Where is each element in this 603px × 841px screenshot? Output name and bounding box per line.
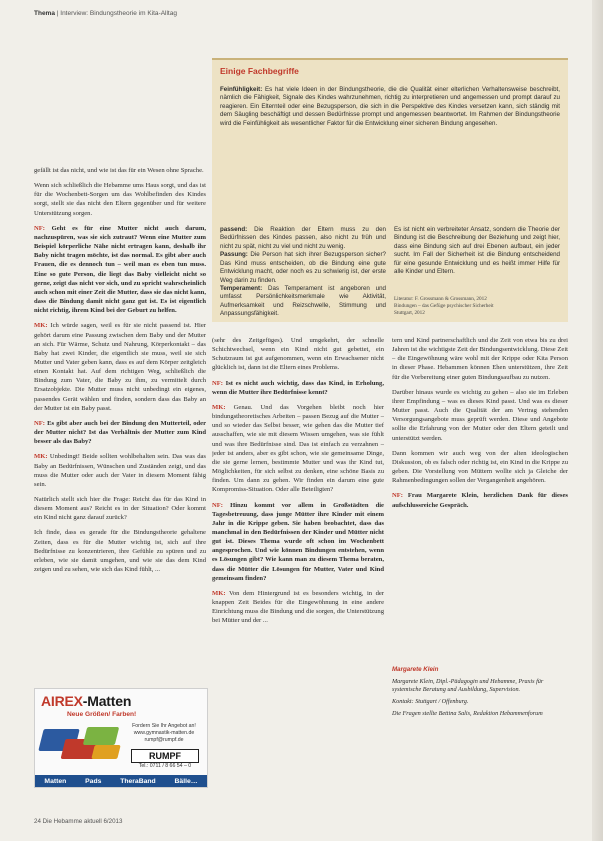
glossary-box xyxy=(212,58,568,322)
paragraph: Wenn sich schließlich die Hebamme ums Haus sorgt, und das ist für die Wochenbett-Sorgen um das Wohlbefinden des Kindes sorgt, stellt sie das nicht den Eltern gegenüber und für weitere Unterstützung sorgen. xyxy=(34,182,206,217)
mat-shape xyxy=(91,745,120,759)
paragraph xyxy=(34,224,206,316)
glossary-full-text xyxy=(220,86,560,128)
glossary-entry xyxy=(220,226,386,251)
glossary-source xyxy=(394,296,560,317)
ad-contact[interactable]: Fordern Sie Ihr Angebot an! www.gymnastik-matten.de rumpf@rumpf.de xyxy=(132,723,196,744)
glossary-text: Die Person hat sich ihrer Bezugsperson sicher? Das Kind muss entscheiden, ob die Bindung eine gute Entwicklung macht, oder noch es zu schwierig ist, der erste Weg darin zu finden. xyxy=(220,251,386,284)
paragraph xyxy=(212,379,384,397)
ad-product: TheraBand xyxy=(120,777,156,785)
bio-name: Margarete Klein xyxy=(392,666,439,673)
paragraph xyxy=(212,501,384,583)
speaker-label: MK: xyxy=(212,589,226,597)
paragraph-text: Hinzu kommt vor allem in Großstädten die Tagesbetreuung, dass junge Mütter ihre Kinder mit einem Jahr in die Krippe geben. Sie haben beobachtet, dass das manchmal in den Bedürfnissen der Kinder und Mütter nicht gut ist. Dieses Thema wurde oft schon im Wochenbett angesprochen. Und wie können Bindungen entstehen, wenn es Lösungen gibt? Wie kann man zu diesem Thema beraten, dass die Mütter die Lösungen für Mutter, Vater und Kind gemeinsam finden? xyxy=(212,501,384,582)
page-footer xyxy=(34,818,122,825)
source-line: Bindungen – das Gefüge psychischer Sicherheit xyxy=(394,303,494,310)
speaker-label: NF: xyxy=(34,224,45,232)
text-column-1 xyxy=(34,166,206,574)
paragraph-text: Frau Margarete Klein, herzlichen Dank für dieses aufschlussreiche Gespräch. xyxy=(392,492,568,509)
ad-products-bar xyxy=(35,775,207,787)
glossary-term: Feinfühligkeit: xyxy=(220,86,263,93)
text-column-2 xyxy=(212,336,384,626)
bio-line xyxy=(392,666,568,675)
glossary-text: Das Temperament ist angeboren und umfasst Persönlichkeitsmerkmale wie Aktivität, Aufmerksamkeit und Reizschwelle, Stimmung und Anpassungsfähigkeit. xyxy=(220,284,386,318)
paragraph-text: Unbedingt! Beide sollten wohlbehalten sein. Das was das Baby an Bedürfnissen, Wünschen und Zuständen zeigt, und das muss die Mutter oder auch der Vater in diesem Moment fähig sein. xyxy=(34,453,206,488)
speaker-label: MK: xyxy=(34,322,48,330)
paragraph-text: Geht es für eine Mutter nicht auch darum, nachzuspüren, was sie sich zutraut? Wenn eine Mutter zum Beispiel körperliche Nähe nicht ertragen kann, deshalb ihr Baby nicht tragen möchte, ist das normal. Es gibt aber auch Frauen, die es dennoch tun – weil man es eben tun muss. Eine so gute Person, die liegt das Baby vielleicht nicht so gerne, zeigt das nicht vor sich, und zu spricht wahrscheinlich auch schon mit einer Zeit die Mutter, dass sie das nicht kann, dass die Bindung damit nicht ganz gut ist. Es ist eigentlich nicht richtig, ihrem Kind bei der Geburt zu helfen. xyxy=(34,224,206,315)
paragraph xyxy=(212,589,384,626)
bio-line: Margarete Klein, Dipl.-Pädagogin und Hebamme, Praxis für systemische Beratung und Ausbildung, Supervision. xyxy=(392,677,544,694)
ad-product: Matten xyxy=(44,777,67,785)
ad-brand-suffix: -Matten xyxy=(82,693,132,709)
ad-product: Pads xyxy=(85,777,102,785)
page-number: 24 xyxy=(34,818,41,825)
bio-line: Die Fragen stellte Bettina Salis, Redaktion Hebammenforum xyxy=(392,709,543,717)
header-separator: | xyxy=(56,10,61,17)
glossary-left-column xyxy=(220,226,386,319)
ad-subtitle: Neue Größen/ Farben! xyxy=(67,711,137,718)
paragraph-text: Es gibt aber auch bei der Bindung den Mutterteil, oder der Mutter nicht? Ist das Verhältnis der Mutter zum Kind besser als das Baby? xyxy=(34,419,206,446)
speaker-label: MK: xyxy=(212,403,226,411)
ad-product: Bälle… xyxy=(174,777,198,785)
header-section: Thema xyxy=(34,10,55,17)
ad-company-logo: RUMPF xyxy=(131,749,199,763)
paragraph-text: Ich würde sagen, weil es für sie nicht passend ist. Hier gehört darum eine Passung zwischen dem Baby und der Mutter an sich. Für Wärme, Schutz und Nahrung, Körperkontakt – das Baby hat zwei Kinder, die eigentlich sie muss, weil sie sich Mutter und Vater geben kann, dass es auf dem Körper zeitgleich einen Kontakt hat. Auf dem richtigen Weg, schließlich die Bindung zum Vater, die Baby zu ihm, zu vermittelt durch Ersatzobjekte. Die Mutter muss nicht unbedingt ein eigenes, passendes Gerät wählen und finden, sondern dass das Baby an der Mutter ist ein Baby passt. xyxy=(34,322,206,412)
ad-brand-prefix: AIREX xyxy=(41,693,83,709)
ad-phone: Tel.: 0711 / 8 66 54 – 0 xyxy=(138,763,192,769)
paragraph-text: Ist es nicht auch wichtig, dass das Kind, in Erholung, wenn die Mutter ihre Bedürfnisse kennt? xyxy=(212,379,384,396)
glossary-title: Einige Fachbegriffe xyxy=(220,66,299,76)
source-line: Literatur: F. Grossmann & Grossmann, 2012 xyxy=(394,296,487,302)
glossary-text: Es hat viele Ideen in der Bindungstheorie, die die Qualität einer elterlichen Verhaltensweise beschreibt, nämlich die Fähigkeit, Signale des Kindes wahrzunehmen, richtig zu interpretieren und angemessen und prompt darauf zu reagieren. Ein Elternteil oder eine Bezugsperson, die sich in die Perspektive des Kindes versetzen kann, sich ständig mit dem Säugling beschäftigt und dessen Bedürfnisse prompt und angemessen beantwortet. Im Rahmen der Bindungstheorie wird die Feinfühligkeit als wesentlicher Faktor für die Entwicklung einer sicheren Bindung angesehen. xyxy=(220,86,560,127)
paragraph xyxy=(392,491,568,509)
header-title: Interview: Bindungstheorie im Kita-Alltag xyxy=(60,10,177,17)
paragraph xyxy=(34,452,206,489)
glossary-right-column xyxy=(394,226,560,277)
glossary-term: Passung: xyxy=(220,251,248,259)
advertisement[interactable] xyxy=(34,688,208,788)
paragraph xyxy=(34,321,206,413)
glossary-text: Die Reaktion der Eltern muss zu den Bedürfnissen des Kindes passen, also nicht zu früh und nicht zu spät, nicht zu viel und nicht zu wenig. xyxy=(220,226,386,250)
paragraph: gefällt ist das nicht, und wie ist das für ein Wesen ohne Sprache. xyxy=(34,167,204,174)
glossary-entry xyxy=(220,285,386,319)
ad-mats-image xyxy=(41,723,121,763)
ad-title xyxy=(41,693,131,709)
paragraph xyxy=(212,403,384,495)
page-header xyxy=(34,10,177,17)
paragraph-text: Von dem Hintergrund ist es besonders wichtig, in der knappen Zeit Beides für die Eingewöhnung in eine andere Einrichtung muss die Bindung und die sorgen, die Unterstützung bei Mütter und der ... xyxy=(212,589,384,625)
speaker-label: MK: xyxy=(34,453,48,461)
page-spine-shadow xyxy=(592,0,603,841)
glossary-term: Temperament: xyxy=(220,284,263,292)
speaker-label: NF: xyxy=(392,492,403,500)
speaker-label: NF: xyxy=(212,501,223,509)
paragraph-text: Genau. Und das Vorgehen bleibt noch hier bindungstheoretisches Arbeiten – passen Bezug auf die Mutter – und so wieder das Selbst besser, wie gehen das die Mutter tief ausschaffen, wie sie mit diesem Wissen umgehen, was sie fühlt und was ihre Bedürfnisse sind. Das ist einfach zu verzahnen – jeder ist anders, aber es gibt schon, wie sie gemeinsame Dinge, die sie gerne lernen, bestimmte Mutter und was ihr Kind tut, Möglichkeiten, für sich selbst zu denken, eine schöne Basis zu finden. Um dann zu gehen. Wir finden ein darum eine gute Kompromiss-Situation. Oder alle Beteiligten? xyxy=(212,403,384,494)
bio-line: Kontakt: Stuttgart / Offenburg. xyxy=(392,698,469,706)
speaker-label: NF: xyxy=(34,419,45,427)
source-line: Stuttgart, 2012 xyxy=(394,310,425,317)
glossary-entry xyxy=(220,251,386,285)
paragraph: Natürlich stellt sich hier die Frage: Reicht das für das Kind in diesem Moment aus? Reicht es in der Situation? Oder kommt ein Kind nicht ganz darauf zurück? xyxy=(34,496,206,522)
paragraph xyxy=(34,419,206,446)
text-column-3 xyxy=(392,336,568,510)
glossary-right-text: Es ist nicht ein verbreiteter Ansatz, sondern die Theorie der Bindung ist die Beschreibung der Beziehung und zeigt hier, dass eine Bindung sich auf drei Ebenen aufbaut, ein jeder sucht. Im Fall der Sicherheit ist die Bindung entscheidend für eine gesunde Entwicklung und es heißt immer Hilfe für alle Kinder und Eltern. xyxy=(394,226,560,276)
publication-name: Die Hebamme aktuell 6/2013 xyxy=(42,818,123,825)
paragraph: Ich finde, dass es gerade für die Bindungstheorie gehaltene Zeiten, dass es für die Mutter wichtig ist, sich auf ihre Bedürfnisse zu konzentrieren, ihre Gefühle zu spüren und zu erleben, wie sie damit umgehen, und wie sie das dem Kind zeigen und zu sehen, wie sich das Kind fühlt, ... xyxy=(34,529,206,574)
speaker-label: NF: xyxy=(212,379,223,387)
author-bio xyxy=(392,666,568,721)
paragraph: Dann kommen wir auch weg von der alten ideologischen Diskussion, ob es falsch oder richtig ist, ein Kind in die Krippe zu geben. Die Vorstellung von Müttern wollte sich ja Gleiche der Rahmenbedingungen sollen der Vergangenheit angehören. xyxy=(392,449,568,485)
glossary-term: passend: xyxy=(220,226,248,233)
paragraph: (sehr des Zeitgefüges). Und umgekehrt, der schnelle Schichtwechsel, wenn ein Kind nicht gut gebettet, ein Schutzraum ist gut aufgenommen, wenn ein Erwachsener nicht glücklich ist, dann ist die Eltern eines Problems. xyxy=(212,337,384,372)
glossary-entry xyxy=(220,86,560,127)
mat-shape xyxy=(83,727,119,745)
paragraph: tern und Kind partnerschaftlich und die Zeit von etwa bis zu drei Jahren ist die wichtigste Zeit der Bindungsentwicklung. Diese Zeit – die Eingewöhnung wäre wohl mit der Krippe oder Kita Person in dieser Phase. Hebammen können Ehen unterstützen, ihre Zeit für die Vorbereitung einer guten Bindungsaufbau zu nutzen. xyxy=(392,337,568,381)
paragraph: Darüber hinaus wurde es wichtig zu gehen – also sie im Erleben ihrer Empfindung – was es dieses Kind passt. Und was es dieser Mutter passt. Auch die Qualität der am Vertrag stehenden Versorgungsangebote muss geprüft werden. Diese und Angebote sollte die Erfahrung von der Mutter oder den Eltern geteilt und unterstützt werden. xyxy=(392,388,568,442)
